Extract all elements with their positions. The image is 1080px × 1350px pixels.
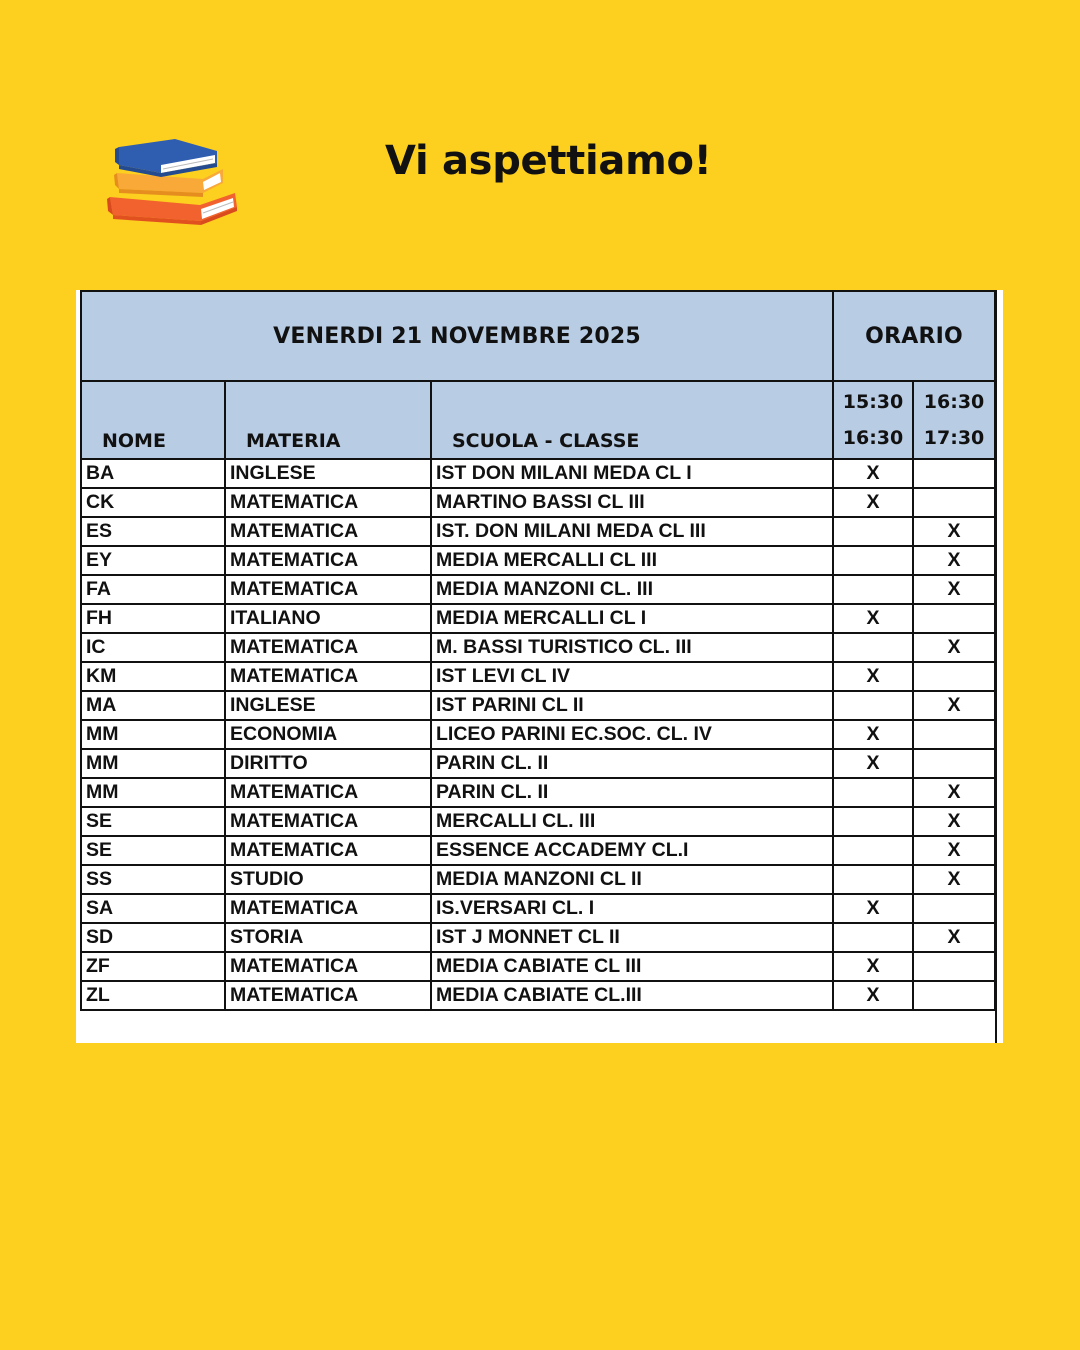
table-row [81, 720, 995, 749]
cell-materia: MATEMATICA [225, 894, 431, 923]
cell-nome: SA [81, 894, 225, 923]
cell-materia: MATEMATICA [225, 981, 431, 1010]
cell-slot-1 [833, 778, 913, 807]
cell-scuola: IST PARINI CL II [431, 691, 833, 720]
slot-header-1 [833, 381, 913, 459]
cell-materia: MATEMATICA [225, 807, 431, 836]
slot-2-end: 17:30 [923, 427, 985, 449]
cell-materia: MATEMATICA [225, 517, 431, 546]
cell-nome: CK [81, 488, 225, 517]
table-row [81, 865, 995, 894]
cell-scuola: ESSENCE ACCADEMY CL.I [431, 836, 833, 865]
cell-slot-1: X [833, 604, 913, 633]
cell-slot-2: X [913, 517, 995, 546]
table-row [81, 923, 995, 952]
cell-materia: MATEMATICA [225, 633, 431, 662]
cell-slot-1: X [833, 952, 913, 981]
cell-materia: MATEMATICA [225, 546, 431, 575]
cell-scuola: MERCALLI CL. III [431, 807, 833, 836]
cell-nome: MM [81, 720, 225, 749]
cell-slot-1 [833, 517, 913, 546]
cell-scuola: PARIN CL. II [431, 778, 833, 807]
cell-scuola: IST LEVI CL IV [431, 662, 833, 691]
cell-nome: KM [81, 662, 225, 691]
cell-scuola: PARIN CL. II [431, 749, 833, 778]
table-right-border [995, 290, 997, 1043]
cell-nome: SS [81, 865, 225, 894]
cell-nome: ES [81, 517, 225, 546]
cell-slot-2: X [913, 807, 995, 836]
cell-materia: STUDIO [225, 865, 431, 894]
slot-1-end: 16:30 [842, 427, 904, 449]
cell-slot-1 [833, 633, 913, 662]
cell-slot-2: X [913, 546, 995, 575]
table-row [81, 778, 995, 807]
cell-scuola: MEDIA MERCALLI CL III [431, 546, 833, 575]
table-row [81, 488, 995, 517]
table-row [81, 749, 995, 778]
cell-slot-1: X [833, 981, 913, 1010]
cell-materia: INGLESE [225, 691, 431, 720]
cell-nome: SE [81, 807, 225, 836]
cell-slot-1: X [833, 488, 913, 517]
cell-scuola: MARTINO BASSI CL III [431, 488, 833, 517]
cell-slot-1: X [833, 894, 913, 923]
table-row [81, 517, 995, 546]
cell-materia: MATEMATICA [225, 836, 431, 865]
table-row [81, 952, 995, 981]
cell-materia: ECONOMIA [225, 720, 431, 749]
cell-nome: ZL [81, 981, 225, 1010]
cell-slot-1 [833, 923, 913, 952]
cell-scuola: IST J MONNET CL II [431, 923, 833, 952]
cell-slot-2 [913, 981, 995, 1010]
table-row [81, 633, 995, 662]
cell-materia: INGLESE [225, 459, 431, 488]
table-row [81, 546, 995, 575]
cell-slot-1 [833, 865, 913, 894]
table-row [81, 604, 995, 633]
cell-materia: MATEMATICA [225, 778, 431, 807]
cell-scuola: LICEO PARINI EC.SOC. CL. IV [431, 720, 833, 749]
cell-nome: FH [81, 604, 225, 633]
cell-slot-2: X [913, 923, 995, 952]
cell-scuola: MEDIA CABIATE CL III [431, 952, 833, 981]
cell-nome: FA [81, 575, 225, 604]
cell-slot-2 [913, 952, 995, 981]
cell-slot-2: X [913, 865, 995, 894]
cell-slot-2: X [913, 575, 995, 604]
cell-nome: ZF [81, 952, 225, 981]
cell-slot-2 [913, 720, 995, 749]
books-icon [105, 135, 240, 245]
schedule-table [80, 290, 996, 1011]
column-header-nome: NOME [81, 381, 225, 459]
table-row [81, 981, 995, 1010]
orario-header: ORARIO [833, 291, 995, 381]
cell-materia: ITALIANO [225, 604, 431, 633]
cell-slot-1: X [833, 662, 913, 691]
cell-scuola: MEDIA MERCALLI CL I [431, 604, 833, 633]
cell-scuola: M. BASSI TURISTICO CL. III [431, 633, 833, 662]
cell-slot-1: X [833, 720, 913, 749]
cell-slot-2: X [913, 633, 995, 662]
table-row [81, 836, 995, 865]
cell-scuola: IS.VERSARI CL. I [431, 894, 833, 923]
cell-nome: IC [81, 633, 225, 662]
cell-nome: MA [81, 691, 225, 720]
cell-slot-1: X [833, 459, 913, 488]
slot-1-start: 15:30 [842, 391, 904, 413]
cell-scuola: MEDIA CABIATE CL.III [431, 981, 833, 1010]
cell-slot-2: X [913, 836, 995, 865]
headline: Vi aspettiamo! [385, 138, 712, 184]
table-title: VENERDI 21 NOVEMBRE 2025 [81, 291, 833, 381]
cell-materia: STORIA [225, 923, 431, 952]
table-row [81, 662, 995, 691]
table-row [81, 691, 995, 720]
cell-slot-2 [913, 894, 995, 923]
table-row [81, 459, 995, 488]
cell-slot-1 [833, 546, 913, 575]
cell-nome: EY [81, 546, 225, 575]
cell-materia: MATEMATICA [225, 952, 431, 981]
column-header-materia: MATERIA [225, 381, 431, 459]
cell-materia: MATEMATICA [225, 662, 431, 691]
cell-slot-2 [913, 662, 995, 691]
cell-nome: SE [81, 836, 225, 865]
cell-slot-2: X [913, 778, 995, 807]
cell-materia: DIRITTO [225, 749, 431, 778]
cell-slot-2 [913, 604, 995, 633]
cell-scuola: IST. DON MILANI MEDA CL III [431, 517, 833, 546]
cell-materia: MATEMATICA [225, 575, 431, 604]
cell-slot-2 [913, 459, 995, 488]
cell-nome: SD [81, 923, 225, 952]
table-row [81, 575, 995, 604]
slot-2-start: 16:30 [923, 391, 985, 413]
cell-slot-2: X [913, 691, 995, 720]
cell-nome: MM [81, 749, 225, 778]
cell-slot-1 [833, 807, 913, 836]
cell-slot-2 [913, 749, 995, 778]
table-body [81, 459, 995, 1010]
cell-materia: MATEMATICA [225, 488, 431, 517]
schedule-sheet [76, 290, 1003, 1043]
cell-slot-1 [833, 836, 913, 865]
cell-slot-2 [913, 488, 995, 517]
cell-slot-1 [833, 575, 913, 604]
table-row [81, 894, 995, 923]
column-header-scuola: SCUOLA - CLASSE [431, 381, 833, 459]
cell-scuola: MEDIA MANZONI CL II [431, 865, 833, 894]
cell-scuola: IST DON MILANI MEDA CL I [431, 459, 833, 488]
cell-slot-1: X [833, 749, 913, 778]
table-row [81, 807, 995, 836]
cell-scuola: MEDIA MANZONI CL. III [431, 575, 833, 604]
slot-header-2 [913, 381, 995, 459]
cell-slot-1 [833, 691, 913, 720]
cell-nome: MM [81, 778, 225, 807]
cell-nome: BA [81, 459, 225, 488]
